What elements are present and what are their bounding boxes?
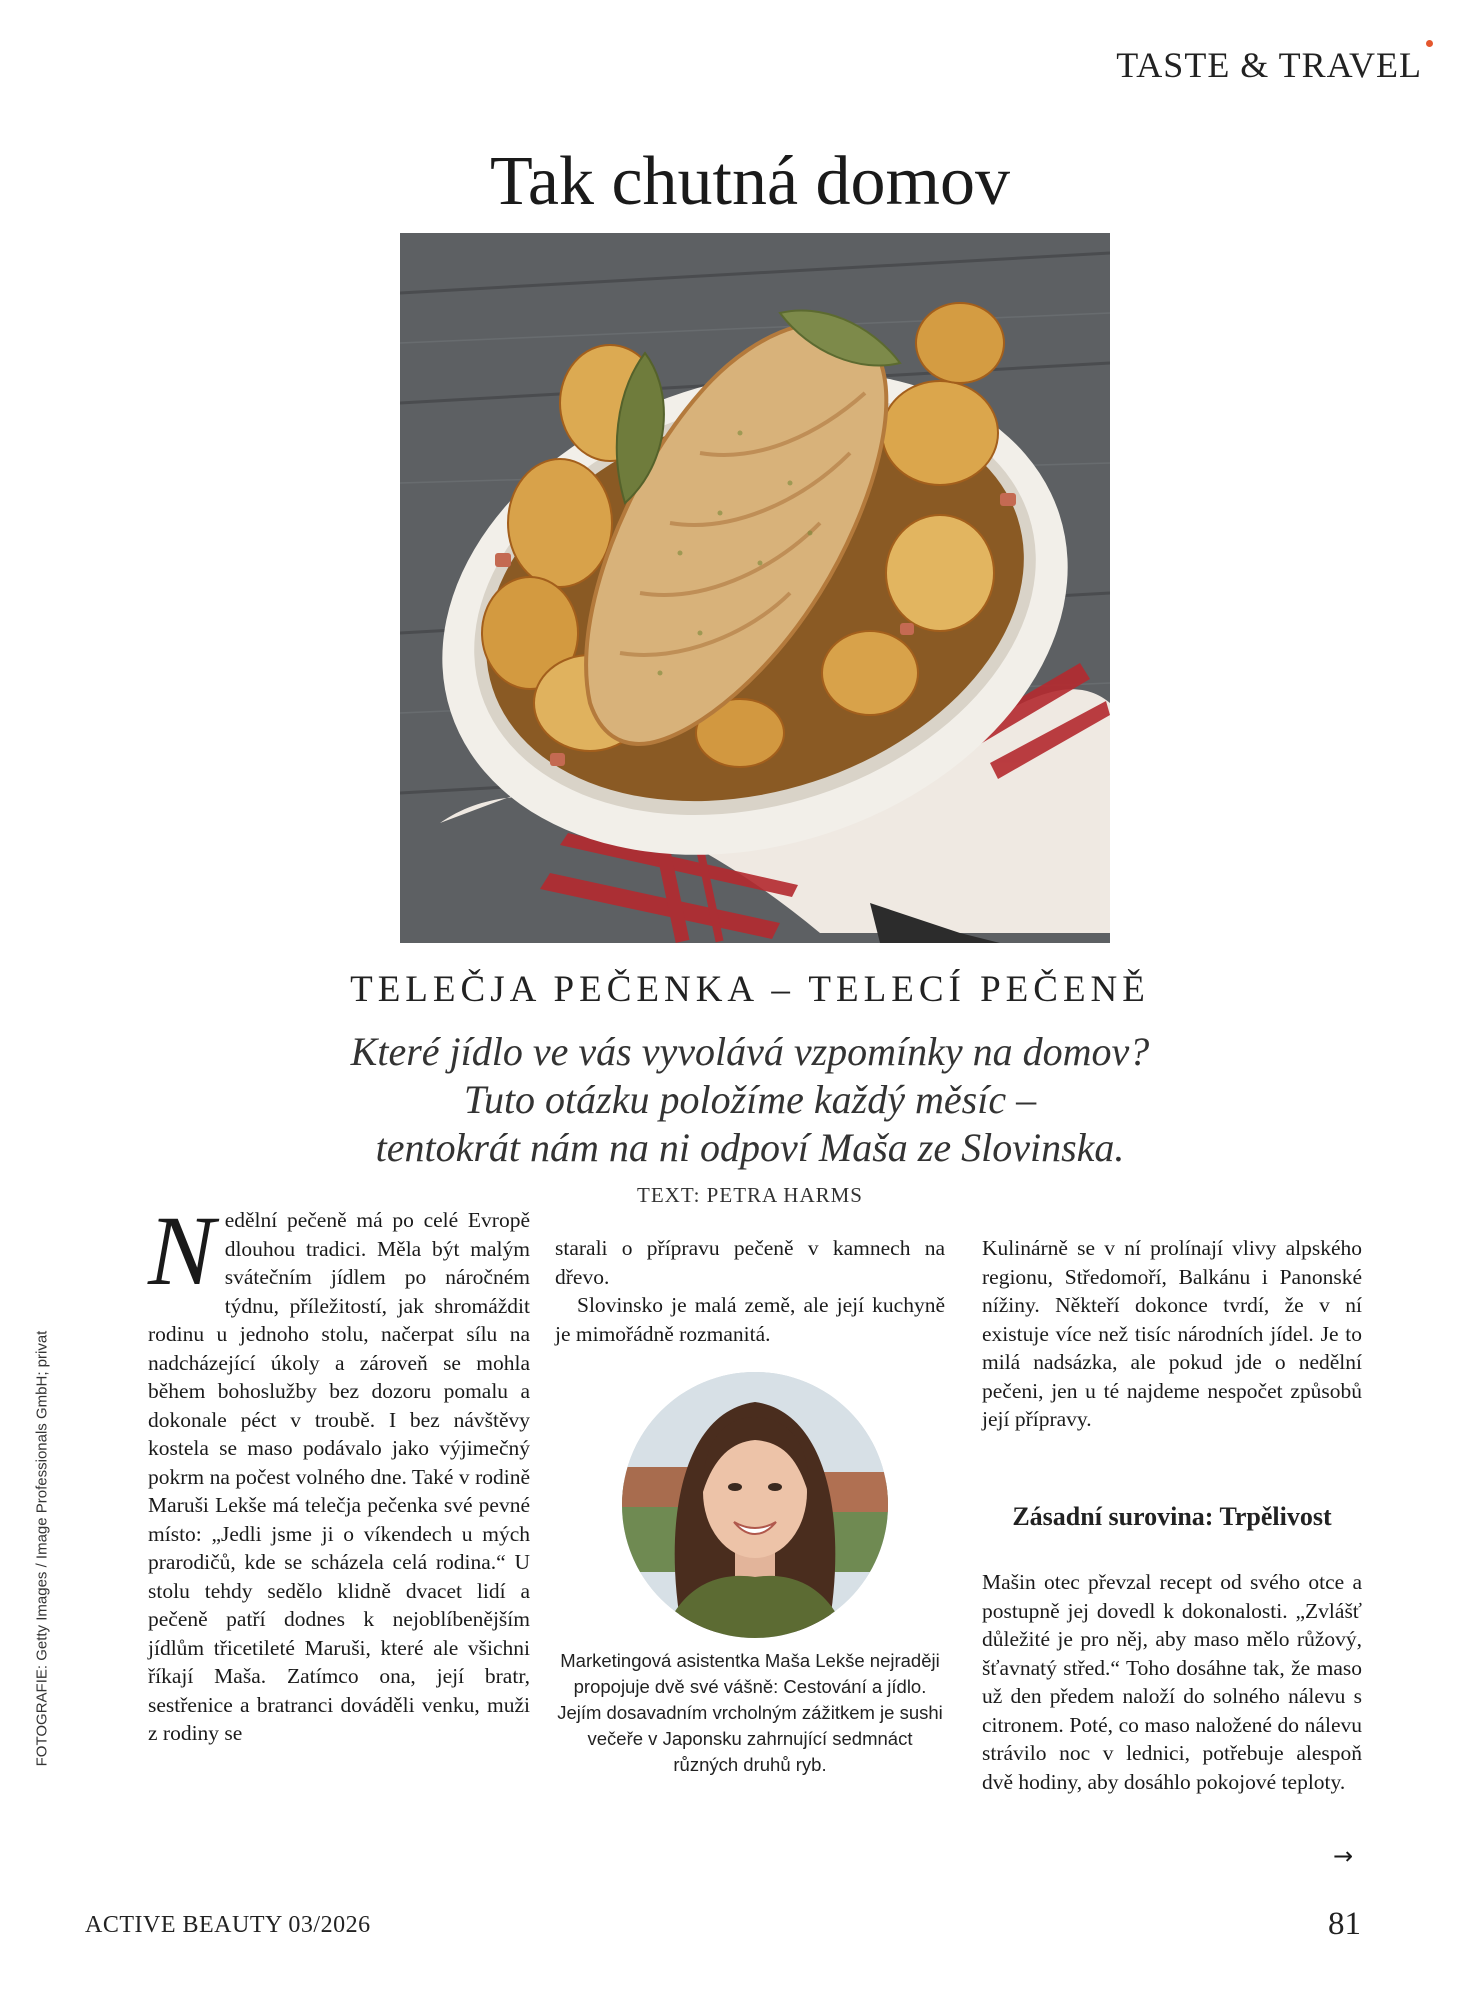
- author-credit: TEXT: PETRA HARMS: [637, 1183, 863, 1207]
- lede-line: Tuto otázku položíme každý měsíc –: [463, 1077, 1037, 1122]
- page-number: 81: [1328, 1906, 1361, 1942]
- section-marker-dot: [1426, 40, 1433, 47]
- drop-cap: N: [148, 1195, 215, 1306]
- column-3-paragraph: Kulinárně se v ní prolínají vlivy alpského regionu, Středomoří, Balkánu i Panonské nížiny. Někteří dokonce tvrdí, že v ní existuje více než tisíc národních jídel. Je to milá nadsázka, ale pokud jde o nedělní pečeni, jen u té najdeme nespočet způsobů její přípravy.: [982, 1236, 1362, 1431]
- column-3-paragraph: Mašin otec převzal recept od svého otce a postupně jej dovedl k dokonalosti. „Zvlášť důležité je pro něj, aby maso mělo růžový, šťavnatý střed.“ Toho dosáhne tak, že maso už den předem naloží do solného nálevu s citronem. Poté, co maso naložené do nálevu strávilo noc v lednici, potřebuje alespoň dvě hodiny, aby dosáhlo pokojové teploty.: [982, 1570, 1362, 1794]
- lede-line: tentokrát nám na ni odpoví Maša ze Slovinska.: [375, 1125, 1125, 1170]
- column-2-paragraph: starali o přípravu pečeně v kamnech na dřevo.: [555, 1236, 945, 1289]
- section-label: TASTE & TRAVEL: [1116, 45, 1422, 85]
- subheading: Zásadní surovina: Trpělivost: [1012, 1502, 1332, 1531]
- roast-photo: [400, 233, 1110, 943]
- dish-title: TELEČJA PEČENKA – TELECÍ PEČENĚ: [350, 969, 1150, 1010]
- column-2: [555, 1234, 945, 1348]
- lede: [0, 1028, 1477, 1172]
- column-3-continued: [982, 1568, 1362, 1796]
- photo-credit: FOTOGRAFIE: Getty Images / Image Professionals GmbH; privat: [33, 1330, 51, 1767]
- continue-arrow-icon: →: [1333, 1842, 1354, 1870]
- lede-line: Které jídlo ve vás vyvolává vzpomínky na domov?: [350, 1029, 1150, 1074]
- page-title: Tak chutná domov: [490, 143, 1010, 220]
- column-3: [982, 1234, 1362, 1434]
- portrait-photo: [622, 1372, 888, 1638]
- portrait-caption: Marketingová asistentka Maša Lekše nejraději propojuje dvě své vášně: Cestování a jídlo. Jejím dosavadním vrcholným zážitkem je sushi večeře v Japonsku zahrnující sedmnáct různých druhů ryb.: [557, 1650, 943, 1775]
- column-1-text: edělní pečeně má po celé Evropě dlouhou tradici. Měla být malým svátečním jídlem po náročném týdnu, příležitostí, jak shromáždit rodinu u jednoho stolu, načerpat sílu na nadcházející úkoly a zároveň se mohla během bohoslužby bez dozoru pomalu a dokonale péct v troubě. I bez návštěvy kostela se maso podávalo jako výjimečný pokrm na počest volného dne. Také v rodině Maruši Lekše má telečja pečenka své pevné místo: „Jedli jsme ji o víkendech u mých prarodičů, kde se scházela celá rodina.“ U stolu tehdy sedělo klidně dvacet lidí a pečeně patří dodnes k nejoblíbenějším jídlům třicetileté Maruši, které ale všichni říkají Maša. Zatímco ona, její bratr, sestřenice a bratranci dováděli venku, muži z rodiny se: [148, 1208, 530, 1745]
- column-1: [148, 1195, 530, 1748]
- column-2-paragraph: Slovinsko je malá země, ale její kuchyně je mimořádně rozmanitá.: [555, 1293, 945, 1346]
- footer-magazine: ACTIVE BEAUTY 03/2026: [85, 1912, 371, 1938]
